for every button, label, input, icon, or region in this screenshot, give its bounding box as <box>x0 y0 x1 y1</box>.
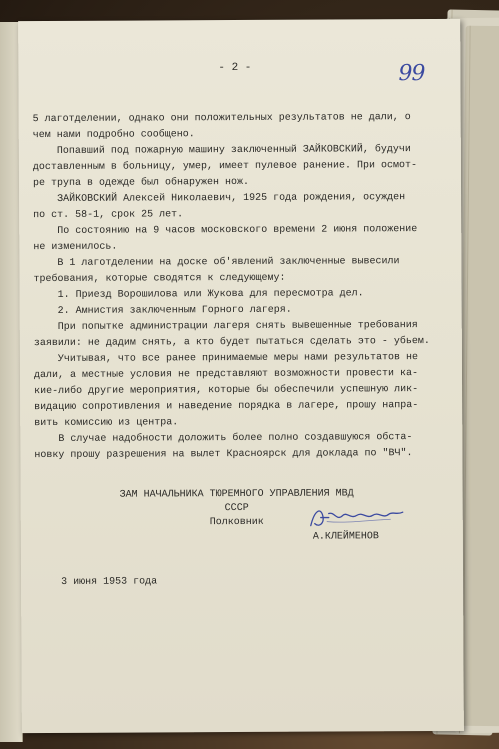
text-line: новку прошу разрешения на вылет Красноярск для доклада по "ВЧ". <box>34 448 413 462</box>
handwritten-folio-number: 99 <box>398 61 425 87</box>
text-line: Попавший под пожарную машину заключенный ЗАЙКОВСКИЙ, будучи <box>32 144 411 158</box>
text-line: дали, а местные условия не представляют возможности провести ка- <box>33 368 419 382</box>
document-body <box>33 110 431 464</box>
text-line: ЗАЙКОВСКИЙ Алексей Николаевич, 1925 года рождения, осужден <box>33 192 406 206</box>
handwritten-signature <box>307 503 407 532</box>
text-line: В 1 лаготделении на доске об'явлений заключенные вывесили <box>33 256 400 270</box>
paper-stack-edge <box>458 26 499 727</box>
text-line: видацию сопротивления и наведение порядка в лагере, прошу напра- <box>34 400 419 414</box>
signer-name: А.КЛЕЙМЕНОВ <box>312 531 379 543</box>
text-line: В случае надобности доложить более полно создавшуюся обста- <box>34 432 413 446</box>
text-line: доставленным в больницу, умер, имеет пулевое ранение. При осмот- <box>32 160 417 174</box>
document-date: 3 июня 1953 года <box>61 576 158 588</box>
text-line: 1. Приезд Ворошилова или Жукова для пересмотра дел. <box>33 288 364 302</box>
text-line: чем нами подробно сообщено. <box>32 129 195 142</box>
text-line: требования, которые сводятся к следующему: <box>33 272 286 286</box>
position-title: ЗАМ НАЧАЛЬНИКА ТЮРЕМНОГО УПРАВЛЕНИЯ МВД СССР <box>119 488 354 515</box>
rank: Полковник <box>209 516 264 529</box>
text-line: вить комиссию из центра. <box>34 417 179 430</box>
text-line: По состоянию на 9 часов московского времени 2 июня положение <box>33 224 418 238</box>
text-line: кие-либо другие мероприятия, которые бы обеспечили успешную лик- <box>34 384 419 398</box>
page-number: - 2 - <box>218 61 252 75</box>
text-line: по ст. 58-1, срок 25 лет. <box>33 209 184 222</box>
text-line: заявили: не дадим снять, а кто будет пытаться сделать это - убьем. <box>33 336 430 350</box>
document-page <box>18 19 464 733</box>
text-line: 5 лаготделении, однако они положительных результатов не дали, о <box>32 112 411 126</box>
text-line: 2. Амнистия заключенным Горного лагеря. <box>33 304 292 318</box>
text-line: ре трупа в одежде был обнаружен нож. <box>32 176 250 190</box>
text-line: При попытке администрации лагеря снять вывешенные требования <box>33 320 418 334</box>
text-line: не изменилось. <box>33 241 118 254</box>
text-line: Учитывая, что все ранее принимаемые меры нами результатов не <box>33 352 418 366</box>
